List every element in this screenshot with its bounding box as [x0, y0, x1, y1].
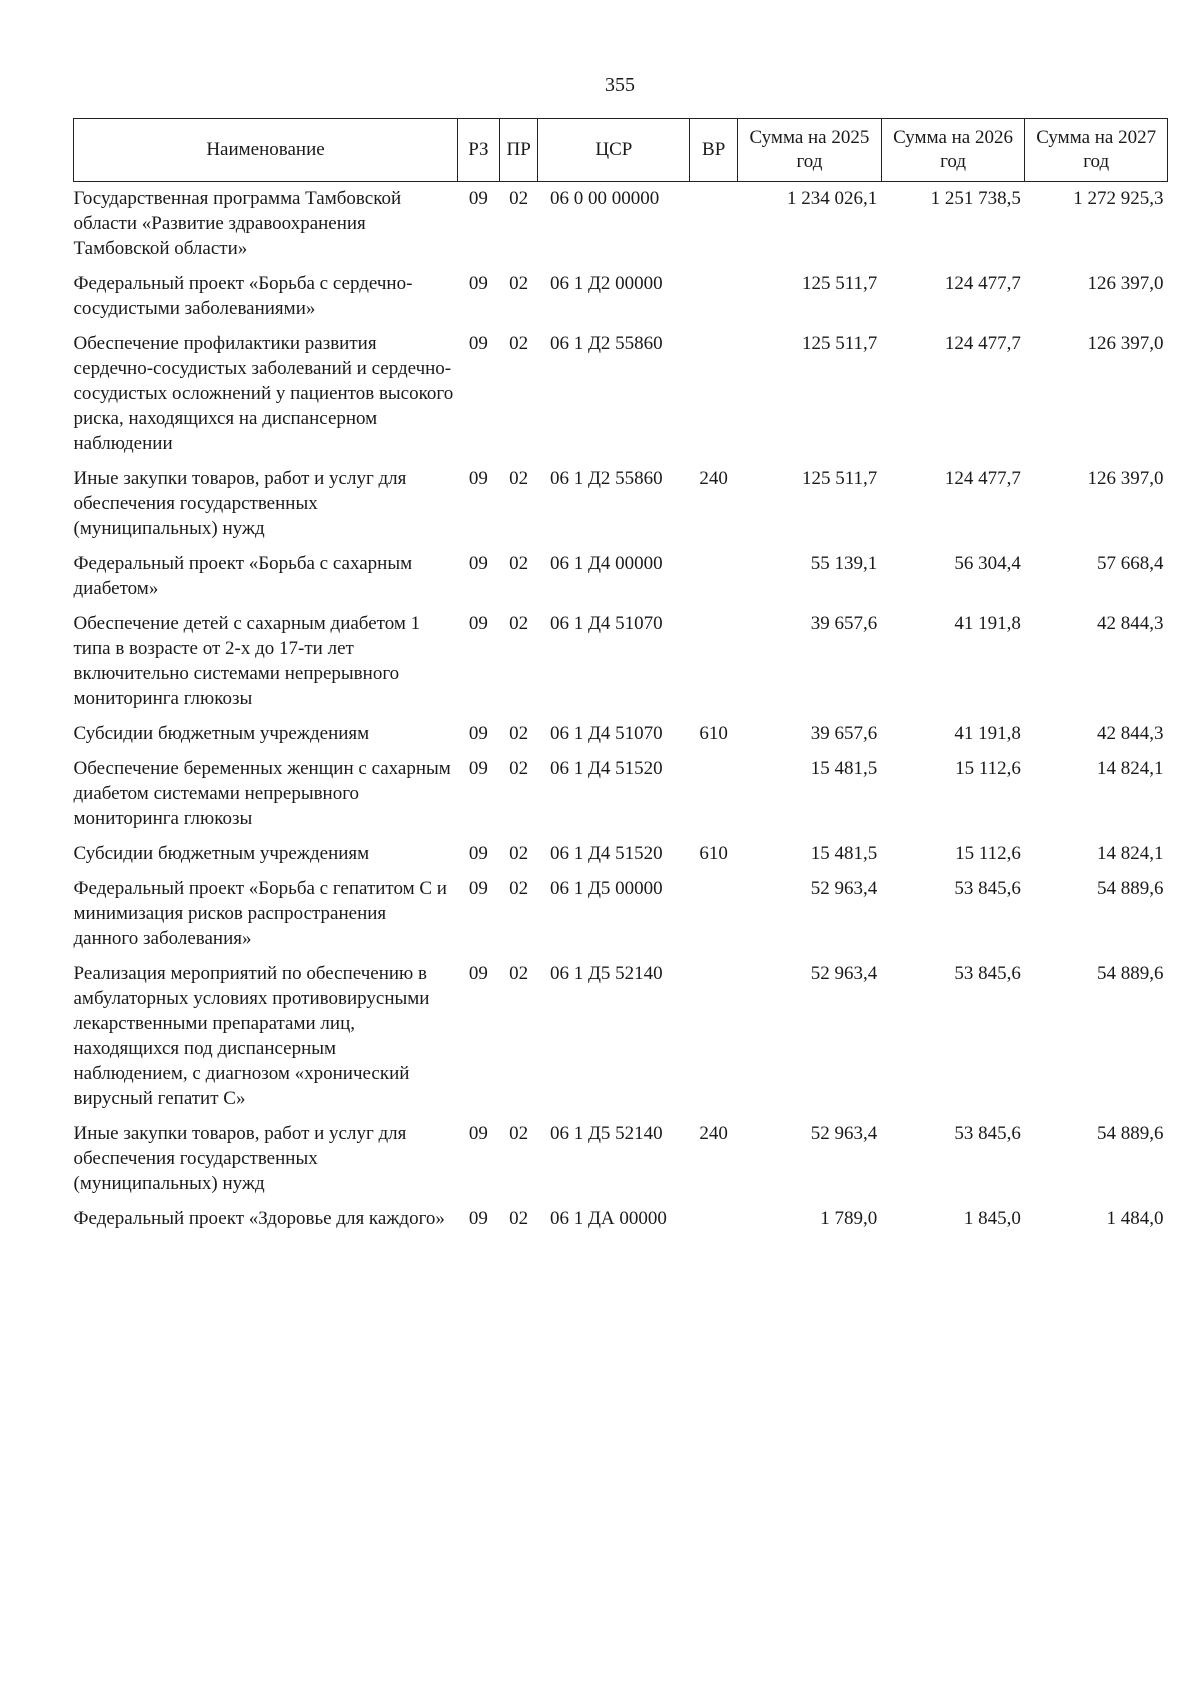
row-sum-2026: 1 845,0: [963, 1208, 1021, 1229]
row-vr: [690, 327, 738, 462]
row-sum-2026: 53 845,6: [954, 963, 1021, 984]
table-row: [74, 182, 1168, 268]
row-pr: 02: [509, 333, 529, 354]
row-name: Государственная программа Тамбовской области «Развитие здравоохранения Тамбовской области»: [73, 188, 402, 259]
row-sum-2027: 126 397,0: [1087, 333, 1164, 354]
row-rz: 09: [468, 613, 488, 634]
row-sum-2025: 39 657,6: [810, 613, 878, 634]
row-pr: 02: [509, 188, 529, 209]
table-row: [74, 547, 1168, 607]
row-rz: 09: [468, 723, 488, 744]
row-vr: [690, 1202, 738, 1237]
row-pr: 02: [509, 1123, 529, 1144]
row-name: Субсидии бюджетным учреждениям: [73, 843, 370, 864]
row-sum-2026: 124 477,7: [944, 468, 1021, 489]
row-vr: [690, 957, 738, 1117]
row-sum-2027: 14 824,1: [1097, 843, 1164, 864]
row-sum-2025: 15 481,5: [810, 843, 878, 864]
row-name: Иные закупки товаров, работ и услуг для обеспечения государственных (муниципальных) нужд: [73, 468, 407, 539]
table-row: [74, 1117, 1168, 1202]
row-csr: 06 0 00 00000: [549, 188, 660, 209]
budget-table: [73, 118, 1168, 1237]
table-row: [74, 327, 1168, 462]
row-pr: 02: [509, 1208, 529, 1229]
row-sum-2026: 53 845,6: [954, 1123, 1021, 1144]
table-row: [74, 607, 1168, 717]
row-sum-2027: 54 889,6: [1097, 963, 1164, 984]
row-rz: 09: [468, 758, 488, 779]
row-pr: 02: [509, 963, 529, 984]
row-vr: [690, 547, 738, 607]
row-sum-2025: 52 963,4: [810, 1123, 878, 1144]
row-name: Федеральный проект «Борьба с сердечно-сосудистыми заболеваниями»: [73, 273, 413, 319]
row-rz: 09: [468, 188, 488, 209]
row-pr: 02: [509, 553, 529, 574]
row-vr: [690, 182, 738, 268]
row-sum-2025: 1 789,0: [820, 1208, 878, 1229]
row-vr: 610: [699, 723, 728, 744]
row-sum-2025: 125 511,7: [801, 273, 878, 294]
row-vr: 610: [699, 843, 728, 864]
table-row: [74, 957, 1168, 1117]
row-name: Реализация мероприятий по обеспечению в амбулаторных условиях противовирусными лекарственными препаратами лиц, находящихся под диспансерным наблюдением, с диагнозом «хронический вирусный гепатит С»: [73, 963, 430, 1109]
table-row: [74, 752, 1168, 837]
row-csr: 06 1 Д5 52140: [549, 1123, 663, 1144]
row-sum-2027: 42 844,3: [1097, 723, 1164, 744]
row-csr: 06 1 Д2 55860: [549, 333, 663, 354]
row-rz: 09: [468, 963, 488, 984]
row-sum-2027: 42 844,3: [1097, 613, 1164, 634]
row-rz: 09: [468, 553, 488, 574]
row-pr: 02: [509, 273, 529, 294]
row-sum-2026: 41 191,8: [954, 613, 1021, 634]
page-number: 355: [605, 74, 635, 96]
row-rz: 09: [468, 1123, 488, 1144]
header-rz: РЗ: [458, 119, 500, 182]
row-rz: 09: [468, 273, 488, 294]
table-row: [74, 1202, 1168, 1237]
row-rz: 09: [468, 333, 488, 354]
row-sum-2026: 1 251 738,5: [930, 188, 1021, 209]
row-sum-2027: 14 824,1: [1097, 758, 1164, 779]
row-sum-2025: 52 963,4: [810, 878, 878, 899]
row-name: Обеспечение беременных женщин с сахарным диабетом системами непрерывного мониторинга глюкозы: [73, 758, 451, 829]
row-name: Федеральный проект «Борьба с сахарным диабетом»: [73, 553, 413, 599]
row-sum-2025: 1 234 026,1: [786, 188, 878, 209]
header-sum-2025: Сумма на 2025 год: [738, 119, 882, 182]
table-row: [74, 717, 1168, 752]
row-vr: [690, 267, 738, 327]
row-sum-2026: 56 304,4: [954, 553, 1021, 574]
row-sum-2026: 15 112,6: [955, 758, 1021, 779]
row-rz: 09: [468, 468, 488, 489]
row-name: Федеральный проект «Здоровье для каждого»: [73, 1208, 445, 1229]
row-csr: 06 1 Д2 55860: [549, 468, 663, 489]
row-name: Федеральный проект «Борьба с гепатитом С и минимизация рисков распространения данного заболевания»: [73, 878, 447, 949]
table-row: [74, 267, 1168, 327]
row-vr: [690, 752, 738, 837]
row-sum-2026: 53 845,6: [954, 878, 1021, 899]
header-pr: ПР: [499, 119, 538, 182]
row-sum-2025: 52 963,4: [810, 963, 878, 984]
row-name: Обеспечение профилактики развития сердечно-сосудистых заболеваний и сердечно-сосудистых осложнений у пациентов высокого риска, находящихся на диспансерном наблюдении: [73, 333, 454, 454]
row-sum-2025: 125 511,7: [801, 468, 878, 489]
table-body: [74, 182, 1168, 1238]
row-name: Субсидии бюджетным учреждениям: [73, 723, 370, 744]
row-csr: 06 1 Д5 52140: [549, 963, 663, 984]
table-header: [74, 119, 1168, 182]
row-sum-2027: 126 397,0: [1087, 468, 1164, 489]
row-rz: 09: [468, 843, 488, 864]
header-name: Наименование: [74, 119, 458, 182]
row-csr: 06 1 ДА 00000: [549, 1208, 667, 1229]
row-name: Обеспечение детей с сахарным диабетом 1 типа в возрасте от 2-х до 17-ти лет включительно системами непрерывного мониторинга глюкозы: [73, 613, 421, 709]
row-pr: 02: [509, 758, 529, 779]
table-row: [74, 837, 1168, 872]
table-row: [74, 462, 1168, 547]
row-csr: 06 1 Д4 51070: [549, 613, 663, 634]
row-sum-2027: 54 889,6: [1097, 1123, 1164, 1144]
row-pr: 02: [509, 843, 529, 864]
row-sum-2025: 125 511,7: [801, 333, 878, 354]
row-sum-2027: 126 397,0: [1087, 273, 1164, 294]
header-csr: ЦСР: [538, 119, 690, 182]
row-csr: 06 1 Д4 00000: [549, 553, 663, 574]
budget-table-container: [73, 118, 1168, 1237]
row-pr: 02: [509, 878, 529, 899]
row-sum-2027: 1 272 925,3: [1073, 188, 1164, 209]
row-sum-2027: 54 889,6: [1097, 878, 1164, 899]
row-csr: 06 1 Д2 00000: [549, 273, 663, 294]
row-sum-2026: 124 477,7: [944, 273, 1021, 294]
row-sum-2027: 57 668,4: [1097, 553, 1164, 574]
row-rz: 09: [468, 878, 488, 899]
row-csr: 06 1 Д5 00000: [549, 878, 663, 899]
row-vr: 240: [699, 1123, 728, 1144]
header-vr: ВР: [690, 119, 738, 182]
row-vr: [690, 872, 738, 957]
table-row: [74, 872, 1168, 957]
row-csr: 06 1 Д4 51520: [549, 758, 663, 779]
row-csr: 06 1 Д4 51070: [549, 723, 663, 744]
row-sum-2025: 15 481,5: [810, 758, 878, 779]
row-name: Иные закупки товаров, работ и услуг для обеспечения государственных (муниципальных) нужд: [73, 1123, 407, 1194]
row-pr: 02: [509, 723, 529, 744]
row-sum-2026: 41 191,8: [954, 723, 1021, 744]
row-sum-2026: 124 477,7: [944, 333, 1021, 354]
row-sum-2026: 15 112,6: [955, 843, 1021, 864]
row-sum-2027: 1 484,0: [1106, 1208, 1164, 1229]
row-rz: 09: [468, 1208, 488, 1229]
row-vr: 240: [699, 468, 728, 489]
row-vr: [690, 607, 738, 717]
row-pr: 02: [509, 468, 529, 489]
row-pr: 02: [509, 613, 529, 634]
row-sum-2025: 39 657,6: [810, 723, 878, 744]
row-csr: 06 1 Д4 51520: [549, 843, 663, 864]
row-sum-2025: 55 139,1: [810, 553, 878, 574]
header-sum-2027: Сумма на 2027 год: [1025, 119, 1168, 182]
header-sum-2026: Сумма на 2026 год: [881, 119, 1025, 182]
